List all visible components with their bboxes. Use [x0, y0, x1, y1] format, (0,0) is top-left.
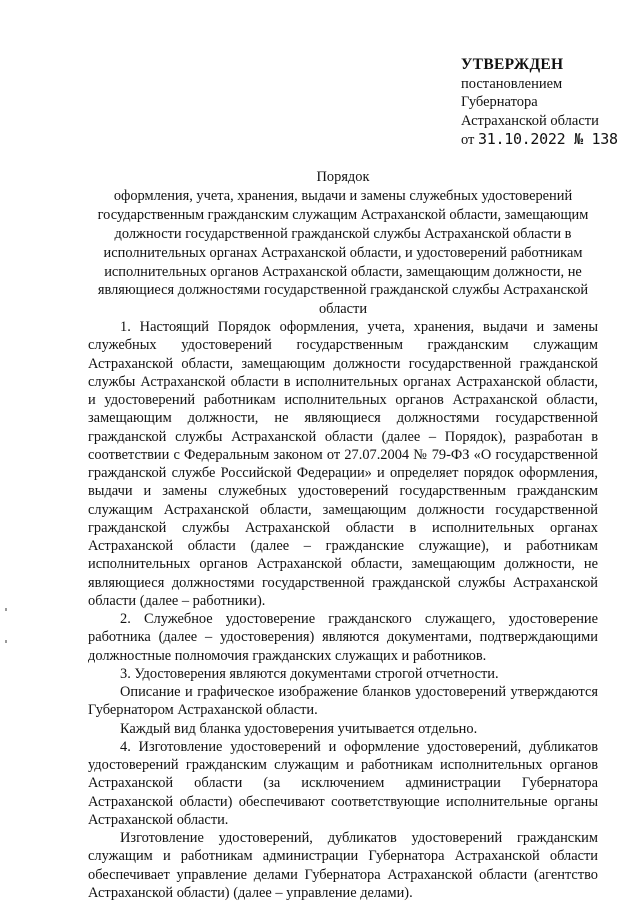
paragraph-3: 3. Удостоверения являются документами строгой отчетности. [120, 665, 499, 682]
approval-line-1: постановлением [461, 75, 563, 92]
scan-mark [5, 608, 7, 611]
paragraph-3-description: Описание и графическое изображение бланков удостоверений утверждаются Губернатором Астраханской области. [88, 684, 598, 719]
paragraph-1: 1. Настоящий Порядок оформления, учета, хранения, выдачи и замены служебных удостоверений государственным гражданским служащим Астраханской области, замещающим должности государственной гражданской службы Астраханской области в исполнительных органах Астраханской области, и удостоверений работникам исполнительных органов Астраханской области, замещающим должности, не являющиеся должностями государственной гражданской службы Астраханской области (далее – Порядок), разработан в соответствии с Федеральным законом от 27.07.2004 № 79-ФЗ «О государственной гражданской службе Российской Федерации» и определяет порядок оформления, выдачи и замены служебных удостоверений государственным гражданским служащим Астраханской области, замещающим должности государственной гражданской службы Астраханской области в исполнительных органах Астраханской области (далее – гражданские служащие), и работникам исполнительных органов Астраханской области, замещающим должности, не являющиеся должностями государственной гражданской службы Астраханской области (далее – работники). [88, 319, 598, 609]
document-body [88, 318, 598, 902]
approval-title: УТВЕРЖДЕН [461, 56, 564, 73]
paragraph-3-blank-accounting: Каждый вид бланка удостоверения учитывается отдельно. [120, 720, 478, 737]
approval-line-2: Губернатора [461, 94, 538, 111]
scan-mark [5, 640, 7, 643]
document-title: Порядок [316, 169, 370, 185]
paragraph-4-administration: Изготовление удостоверений, дубликатов удостоверений гражданским служащим и работникам администрации Губернатора Астраханской области обеспечивает управление делами Губернатора Астраханской области (агентство Астраханской области) (далее – управление делами). [88, 830, 598, 901]
approval-date-value: 31.10.2022 № 138 [478, 130, 618, 149]
approval-line-3: Астраханской области [461, 112, 599, 129]
approval-date [461, 130, 636, 150]
paragraph-2: 2. Служебное удостоверение гражданского служащего, удостоверение работника (далее – удостоверения) являются документами, подтверждающими должностные полномочия гражданских служащих и работников. [88, 611, 598, 664]
approval-stamp [461, 56, 636, 150]
approval-date-prefix: от [461, 132, 475, 149]
document-subtitle: оформления, учета, хранения, выдачи и замены служебных удостоверений государственным гражданским служащим Астраханской области, замещающим должности государственной гражданской службы Астраханской области в исполнительных органах Астраханской области, и удостоверений работникам исполнительных органов Астраханской области, замещающим должности, не являющиеся должностями государственной гражданской службы Астраханской области [97, 187, 589, 318]
document-heading [88, 168, 598, 319]
paragraph-4: 4. Изготовление удостоверений и оформление удостоверений, дубликатов удостоверений гражданским служащим и работникам исполнительных органов Астраханской области (за исключением администрации Губернатора Астраханской области) обеспечивают соответствующие исполнительные органы Астраханской области. [88, 738, 598, 828]
